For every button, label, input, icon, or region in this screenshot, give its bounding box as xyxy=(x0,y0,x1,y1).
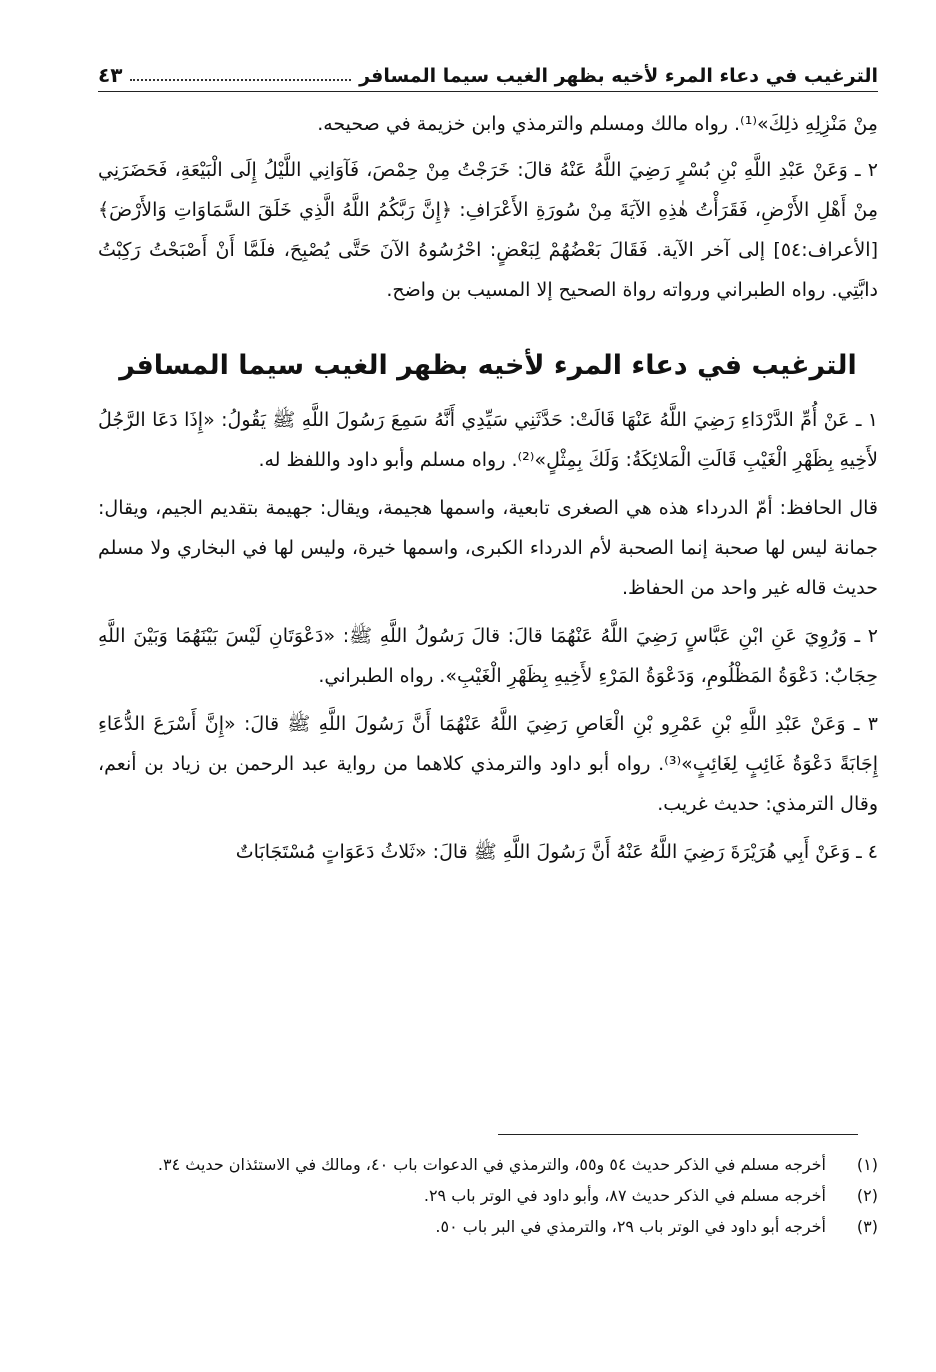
footnote xyxy=(98,1181,878,1210)
paragraph: ٢ ـ وَرُوِيَ عَنِ ابْنِ عَبَّاسٍ رَضِيَ اللَّهُ عَنْهُمَا قالَ: قالَ رَسُولُ اللَّهِ ﷺ: «دَعْوَتَانِ لَيْسَ بَيْنَهُمَا وَبَيْنَ اللَّهِ حِجَابٌ: دَعْوَةُ المَظْلُومِ، وَدَعْوَةُ المَرْءِ لأَخِيهِ بِظَهْرِ الْغَيْبِ». رواه الطبراني. xyxy=(98,625,878,687)
footnote-label: (١) xyxy=(856,1155,878,1174)
paragraph: ١ ـ عَنْ أُمِّ الدَّرْدَاءِ رَضِيَ اللَّهُ عَنْهَا قَالَتْ: حَدَّثَنِي سَيِّدِي أَنَّهُ سَمِعَ رَسُولَ اللَّهِ ﷺ يَقُولُ: «إِذَا دَعَا الرَّجُلُ لأَخِيهِ بِظَهْرِ الْغَيْبِ قَالَتِ الْمَلائِكَةُ: وَلَكَ بِمِثْلٍ»⁽²⁾. رواه مسلم وأبو داود واللفظ له. xyxy=(98,409,878,471)
paragraph: ٤ ـ وَعَنْ أَبِي هُرَيْرَةَ رَضِيَ اللَّهُ عَنْهُ أَنَّ رَسُولَ اللَّهِ ﷺ قالَ: «ثَلاثُ دَعَوَاتٍ مُسْتَجَابَاتٌ xyxy=(235,841,878,863)
section-title: الترغيب في دعاء المرء لأخيه بظهر الغيب سيما المسافر xyxy=(119,350,857,381)
running-header xyxy=(98,58,878,92)
paragraph: ٣ ـ وَعَنْ عَبْدِ اللَّهِ بْنِ عَمْرِو بْنِ الْعَاصِ رَضِيَ اللَّهُ عَنْهُمَا أَنَّ رَسُولَ اللَّهِ ﷺ قالَ: «إِنَّ أَسْرَعَ الدُّعَاءِ إِجَابَةً دَعْوَةُ غَائِبٍ لِغَائِبٍ»⁽³⁾. رواه أبو داود والترمذي كلاهما من رواية عبد الرحمن بن زياد بن أنعم، وقال الترمذي: حديث غريب. xyxy=(98,713,879,815)
paragraph: ٢ ـ وَعَنْ عَبْدِ اللَّهِ بْنِ بُسْرٍ رَضِيَ اللَّهُ عَنْهُ قالَ: خَرَجْتُ مِنْ حِمْصَ، فَآوَانِي اللَّيْلُ إِلَى الْبَيْعَةِ، فَحَضَرَنِي مِنْ أَهْلِ الأَرْضِ، فَقَرَأْتُ هٰذِهِ الآيَةَ مِنْ سُورَةِ الأَعْرَافِ: ﴿إِنَّ رَبَّكُمُ اللَّهُ الَّذِي خَلَقَ السَّمَاوَاتِ وَالأَرْضَ﴾[الأعراف:٥٤] إلى آخر الآية. فَقَالَ بَعْضُهُمْ لِبَعْضٍ: احْرُسُوهُ الآنَ حَتَّى يُصْبِحَ، فلَمَّا أَنْ أَصْبَحْتُ رَكِبْتُ دابَّتِي. رواه الطبراني ورواته رواة الصحيح إلا المسيب بن واضح. xyxy=(98,159,878,301)
running-title: الترغيب في دعاء المرء لأخيه بظهر الغيب سيما المسافر xyxy=(359,65,878,87)
footnote-label: (٣) xyxy=(856,1217,878,1236)
paragraph: قال الحافظ: أمّ الدرداء هذه هي الصغرى تابعية، واسمها هجيمة، ويقال: جهيمة بتقديم الجيم، ويقال: جمانة ليس لها صحبة إنما الصحبة لأم الدرداء الكبرى، واسمها خيرة، وليس لها في البخاري ولا مسلم حديث قاله غير واحد من الحفاظ. xyxy=(98,497,878,599)
paragraph: مِنْ مَنْزِلِهِ ذلِكَ»⁽¹⁾. رواه مالك ومسلم والترمذي وابن خزيمة في صحيحه. xyxy=(317,113,878,135)
footnotes xyxy=(98,1150,878,1243)
footnote-separator xyxy=(498,1134,858,1135)
footnote xyxy=(98,1212,878,1241)
footnote xyxy=(98,1150,878,1179)
dot-leader xyxy=(130,79,351,81)
main-text xyxy=(98,104,878,880)
footnote-text: أخرجه مسلم في الذكر حديث ٥٤ و٥٥، والترمذي في الدعوات باب ٤٠، ومالك في الاستئذان حديث ٣٤. xyxy=(157,1155,826,1174)
footnote-text: أخرجه مسلم في الذكر حديث ٨٧، وأبو داود في الوتر باب ٢٩. xyxy=(423,1186,826,1205)
footnote-label: (٢) xyxy=(856,1186,878,1205)
page-number: ٤٣ xyxy=(98,63,123,87)
footnote-text: أخرجه أبو داود في الوتر باب ٢٩، والترمذي في البر باب ٥٠. xyxy=(435,1217,826,1236)
